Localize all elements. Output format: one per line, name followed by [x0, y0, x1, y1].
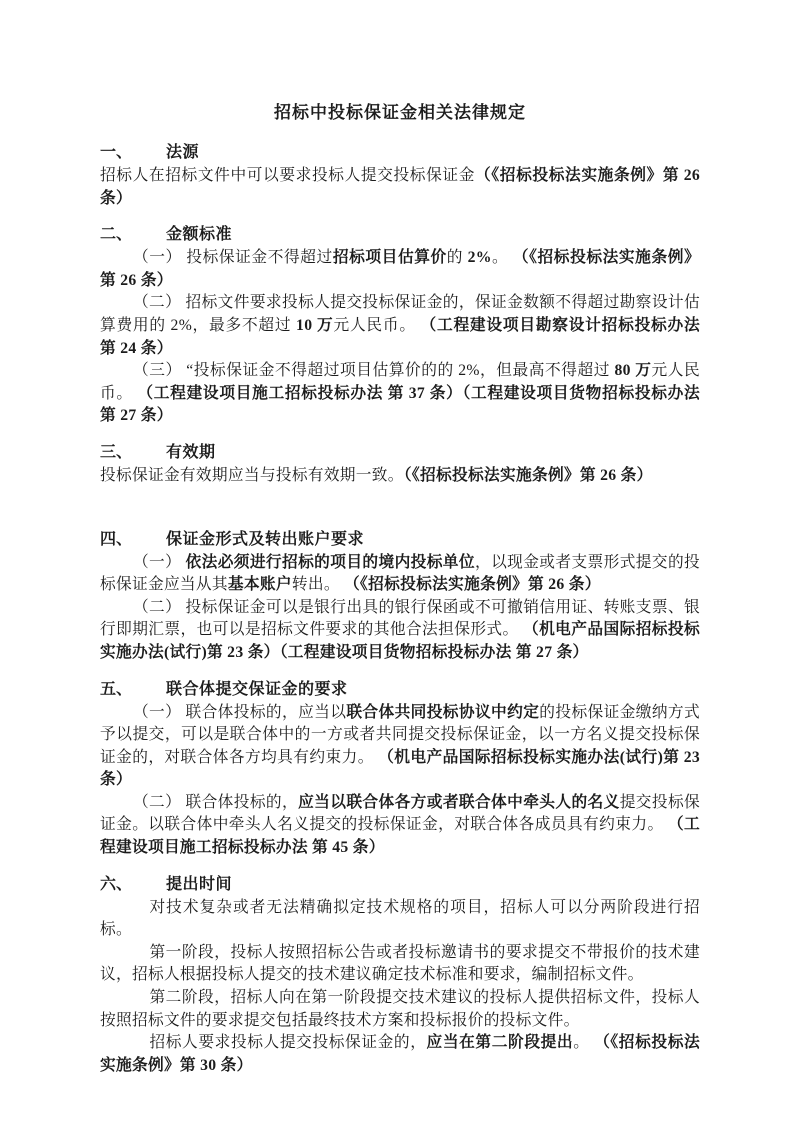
text-run: （二） 招标文件要求投标人提交投标保证金的，保证金数额不得超过勘察设计估算费用的 2%，最多不超过 [100, 294, 700, 334]
text-run: 投标保证金有效期应当与投标有效期一致。 [100, 466, 404, 484]
text-run: ，以现金或者支票形式提交的投标保证金应当从其 [100, 553, 701, 594]
text-run: 转出。 [291, 576, 345, 594]
paragraph [100, 897, 700, 942]
text-run: 招标人在招标文件中可以要求投标人提交投标保证金 [100, 167, 476, 184]
bold-text-run: 80 万 [614, 362, 652, 380]
text-run: 的 [446, 249, 468, 267]
section-number: 三、 [100, 443, 133, 461]
section-heading [100, 441, 700, 464]
section-title: 法源 [166, 144, 200, 161]
paragraph [100, 987, 700, 1032]
section-heading [100, 528, 700, 551]
text-run: 对技术复杂或者无法精确拟定技术规格的项目，招标人可以分两阶段进行招标。 [100, 898, 700, 939]
bold-text-run: （工程建设项目施工招标投标办法 第 45 条） [100, 816, 700, 857]
paragraph [100, 1032, 700, 1077]
document-title: 招标中投标保证金相关法律规定 [274, 103, 526, 122]
section-2 [100, 223, 700, 428]
paragraph [100, 552, 700, 597]
text-run: （一） 投标保证金不得超过 [132, 249, 333, 267]
text-run: 第一阶段，投标人按照招标公告或者投标邀请书的要求提交不带报价的技术建议，招标人根据投标人提交的技术建议确定技术标准和要求，编制招标文件。 [100, 943, 700, 984]
bold-text-run: （工程建设项目勘察设计招标投标办法 第 24 条） [100, 316, 700, 357]
text-run: （三） “投标保证金不得超过项目估算价的的 2%，但最高不得超过 [132, 362, 615, 380]
bold-text-run: （《招标投标法实施条例》第 26 条） [100, 249, 701, 289]
section-number: 四、 [100, 530, 133, 548]
section-5 [100, 678, 700, 860]
text-run: （二） 联合体投标的， [132, 793, 299, 811]
bold-text-run: （机电产品国际招标投标实施办法(试行)第 23 条） [100, 748, 700, 789]
bold-text-run: 10 万 [296, 316, 334, 334]
section-heading [100, 873, 700, 896]
section-number: 六、 [100, 875, 133, 893]
section-title: 金额标准 [166, 226, 233, 244]
bold-text-run: （《招标投标法实施条例》第 26 条） [344, 576, 601, 594]
text-run: 元人民币。 [333, 316, 421, 334]
bold-text-run: 依法必须进行招标的项目的境内投标单位 [185, 553, 475, 571]
bold-text-run: （《招标投标法实施条例》第 30 条） [100, 1034, 700, 1074]
paragraph [100, 465, 700, 488]
text-run: 元人民币。 [100, 362, 701, 402]
section-title: 保证金形式及转出账户要求 [166, 530, 365, 548]
text-run: 。 [491, 249, 513, 267]
paragraph [100, 597, 700, 665]
section-6 [100, 873, 700, 1078]
paragraph [100, 247, 700, 292]
bold-text-run: 招标项目估算价 [332, 249, 447, 267]
text-run: 。 [573, 1034, 595, 1052]
text-run: （二） 投标保证金可以是银行出具的银行保函或不可撤销信用证、转账支票、银行即期汇票，也可以是招标文件要求的其他合法担保形式。 [100, 598, 700, 639]
bold-text-run: （机电产品国际招标投标实施办法(试行)第 23 条）（工程建设项目货物招标投标办法 第 27 条） [100, 621, 700, 661]
section-title: 提出时间 [166, 875, 233, 893]
text-run: 招标人要求投标人提交投标保证金的， [149, 1034, 427, 1052]
paragraph [100, 702, 700, 792]
section-number: 五、 [100, 680, 133, 698]
bold-text-run: 联合体共同投标协议中约定 [346, 703, 540, 721]
section-1 [100, 141, 700, 210]
section-heading [100, 141, 700, 164]
text-run: 的投标保证金缴纳方式予以提交，可以是联合体中的一方或者共同提交投标保证金，以一方名义提交投标保证金的，对联合体各方均具有约束力。 [100, 703, 701, 766]
text-run: （一） [132, 553, 186, 571]
bold-text-run: （工程建设项目施工招标投标办法 第 37 条）（工程建设项目货物招标投标办法 第 27 条） [100, 384, 700, 425]
paragraph [100, 792, 700, 860]
paragraph [100, 292, 700, 360]
section-number: 二、 [100, 226, 133, 244]
paragraph [100, 942, 700, 987]
section-title: 有效期 [166, 443, 216, 461]
bold-text-run: 应当在第二阶段提出 [426, 1034, 574, 1052]
text-run: （一） 联合体投标的，应当以 [132, 703, 347, 721]
section-number: 一、 [100, 144, 133, 161]
bold-text-run: 应当以联合体各方或者联合体中牵头人的名义 [298, 793, 620, 811]
document-body [100, 141, 700, 1077]
bold-text-run: 基本账户 [227, 576, 292, 594]
section-4 [100, 528, 700, 665]
bold-text-run: （《招标投标法实施条例》第 26 条） [403, 466, 653, 484]
text-run: 提交投标保证金。以联合体中牵头人名义提交的投标保证金，对联合体各成员具有约束力。 [100, 793, 701, 834]
section-title: 联合体提交保证金的要求 [166, 680, 348, 698]
paragraph [100, 360, 700, 428]
section-3 [100, 441, 700, 488]
text-run: 第二阶段，招标人向在第一阶段提交技术建议的投标人提供招标文件，投标人按照招标文件的要求提交包括最终技术方案和投标报价的投标文件。 [100, 989, 700, 1029]
bold-text-run: （《招标投标法实施条例》第 26 条） [100, 167, 701, 207]
paragraph [100, 165, 700, 210]
section-heading [100, 678, 700, 701]
bold-text-run: 2% [467, 249, 492, 267]
section-heading [100, 223, 700, 246]
